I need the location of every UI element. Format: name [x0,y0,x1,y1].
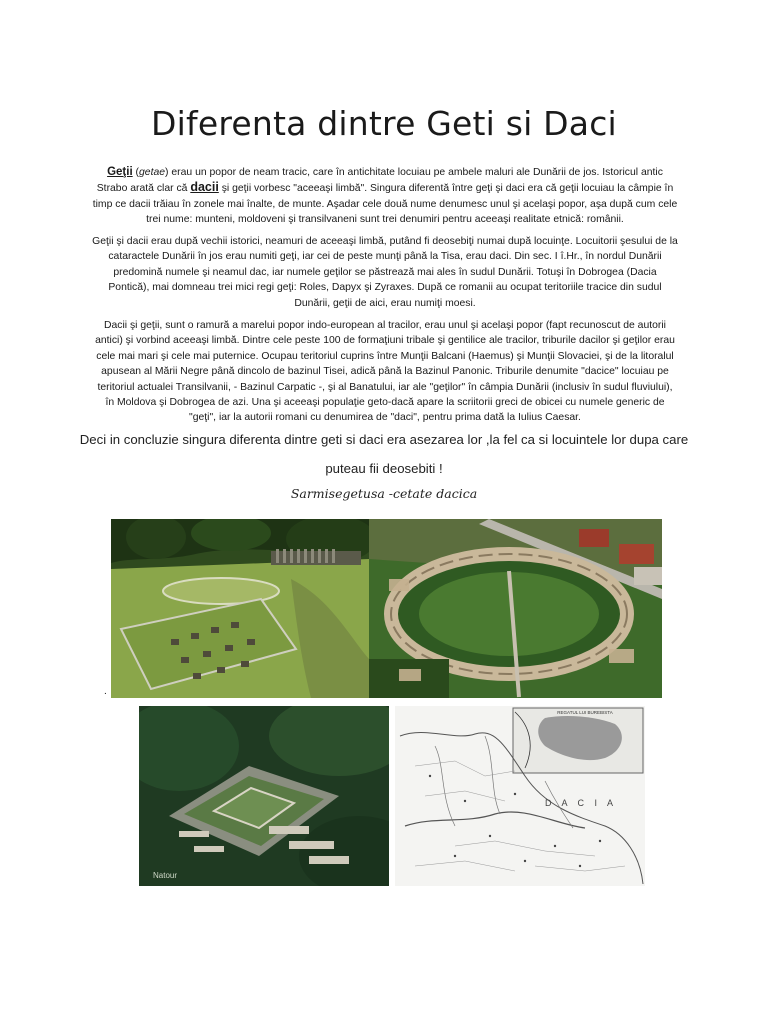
photo-sanctuary-field [111,519,369,698]
photo-circular-ruins [369,519,662,698]
page-title: Diferenta dintre Geti si Daci [151,104,617,143]
keyword-geti: Geţii [107,166,133,178]
photo-watermark: Natour [153,871,178,880]
paragraph-1-text-b: şi geţii vorbesc "aceeaşi limbă". Singura diferentă între geţi şi daci era că geţii locuiau la câmpie în timp ce dacii trăiau în zonele mai înalte, de munte. Aşadar cele două nume denumesc unul şi acelaşi popor, aşa după cum cele trei nume: munteni, moldoveni şi transilvaneni sunt trei denumiri pentru aceeaşi realitate etnică: românii. [92,183,678,226]
image-caption: Sarmisegetusa -cetate dacica [290,486,478,501]
map-inset-label: REGATUL LUI BUREBISTA [557,710,613,715]
stray-dot: . [104,686,107,697]
paragraph-2: Geţii şi dacii erau după vechii istorici, neamuri de aceeaşi limbă, putând fi deosebiţi numai după locuinţe. Locuitorii şesului de la cataractele Dunării în jos erau numiti geţi, iar cei de peste munţi până la Tisa, erau daci. Din sec. I î.Hr., în nordul Dunării predomină numele şi neamul dac, iar numele geţilor se păstrează mai ales în sudul Dunării. Totuşi în Dobrogea (Dacia Pontică), mai domneau trei mici regi geţi: Roles, Dapyx şi Zyraxes. După ce romanii au ocupat teritoriile tracice din sudul Dunării, geţii de aici, erau numiţi moesi. [92,236,678,309]
map-region-label: D A C I A [545,798,618,808]
latin-term: getae [139,167,166,178]
paragraph-1-text-a: erau un popor de neam tracic, care în antichitate locuiau pe ambele maluri ale Dunării de jos. Istoricul antic Strabo arată clar că [96,167,663,195]
paragraph-3: Dacii şi geţii, sunt o ramură a marelui popor indo-european al tracilor, erau unul şi acelaşi popor (fapt recunoscut de autorii antici) şi vorbind aceeaşi limbă. Dintre cele peste 100 de formaţiuni tribale şi gentilice ale tracilor, triburile dacilor şi geţilor erau cele mai mari şi cele mai puternice. Ocupau teritoriul cuprins între Munţii Balcani (Haemus) şi Munţii Slovaciei, şi de la litoralul apusean al Mării Negre până dincolo de bazinul Tisei, adică până la Bazinul Panonic. Triburile denumite "dacice" locuiau pe teritoriul actualei Transilvanii, - Bazinul Carpatic -, şi al Banatului, iar ale "geţilor" în câmpia Dunării (inclusiv în sudul fluviului), în Moldova şi Dobrogea de azi. Una şi aceeaşi populaţie geto-dacă apare la scriitorii greci de obicei cu numele generic de "geţi", iar la autorii romani cu denumirea de "daci", pentru prima dată la Iulius Caesar. [95,320,675,424]
paragraph-1: Geţii (getae) erau un popor de neam tracic, care în antichitate locuiau pe ambele maluri ale Dunării de jos. Istoricul antic Strabo arată clar că dacii şi geţii vorbesc "aceeaşi limbă". Singura diferentă între geţi şi daci era că geţii locuiau la câmpie în timp ce dacii trăiau în zonele mai înalte, de munte. Aşadar cele două nume denumesc unul şi acelaşi popor, aşa după cum cele trei nume: munteni, moldoveni şi transilvaneni sunt trei denumiri pentru aceeaşi realitate etnică: românii. [92,166,678,226]
map-of-dacia [395,706,645,886]
photo-fortress-aerial [139,706,389,886]
keyword-dacii: dacii [190,180,219,195]
conclusion-text: Deci in concluzie singura diferenta dintre geti si daci era asezarea lor ,la fel ca si locuintele lor dupa care puteau fii deosebiti ! [79,432,689,476]
